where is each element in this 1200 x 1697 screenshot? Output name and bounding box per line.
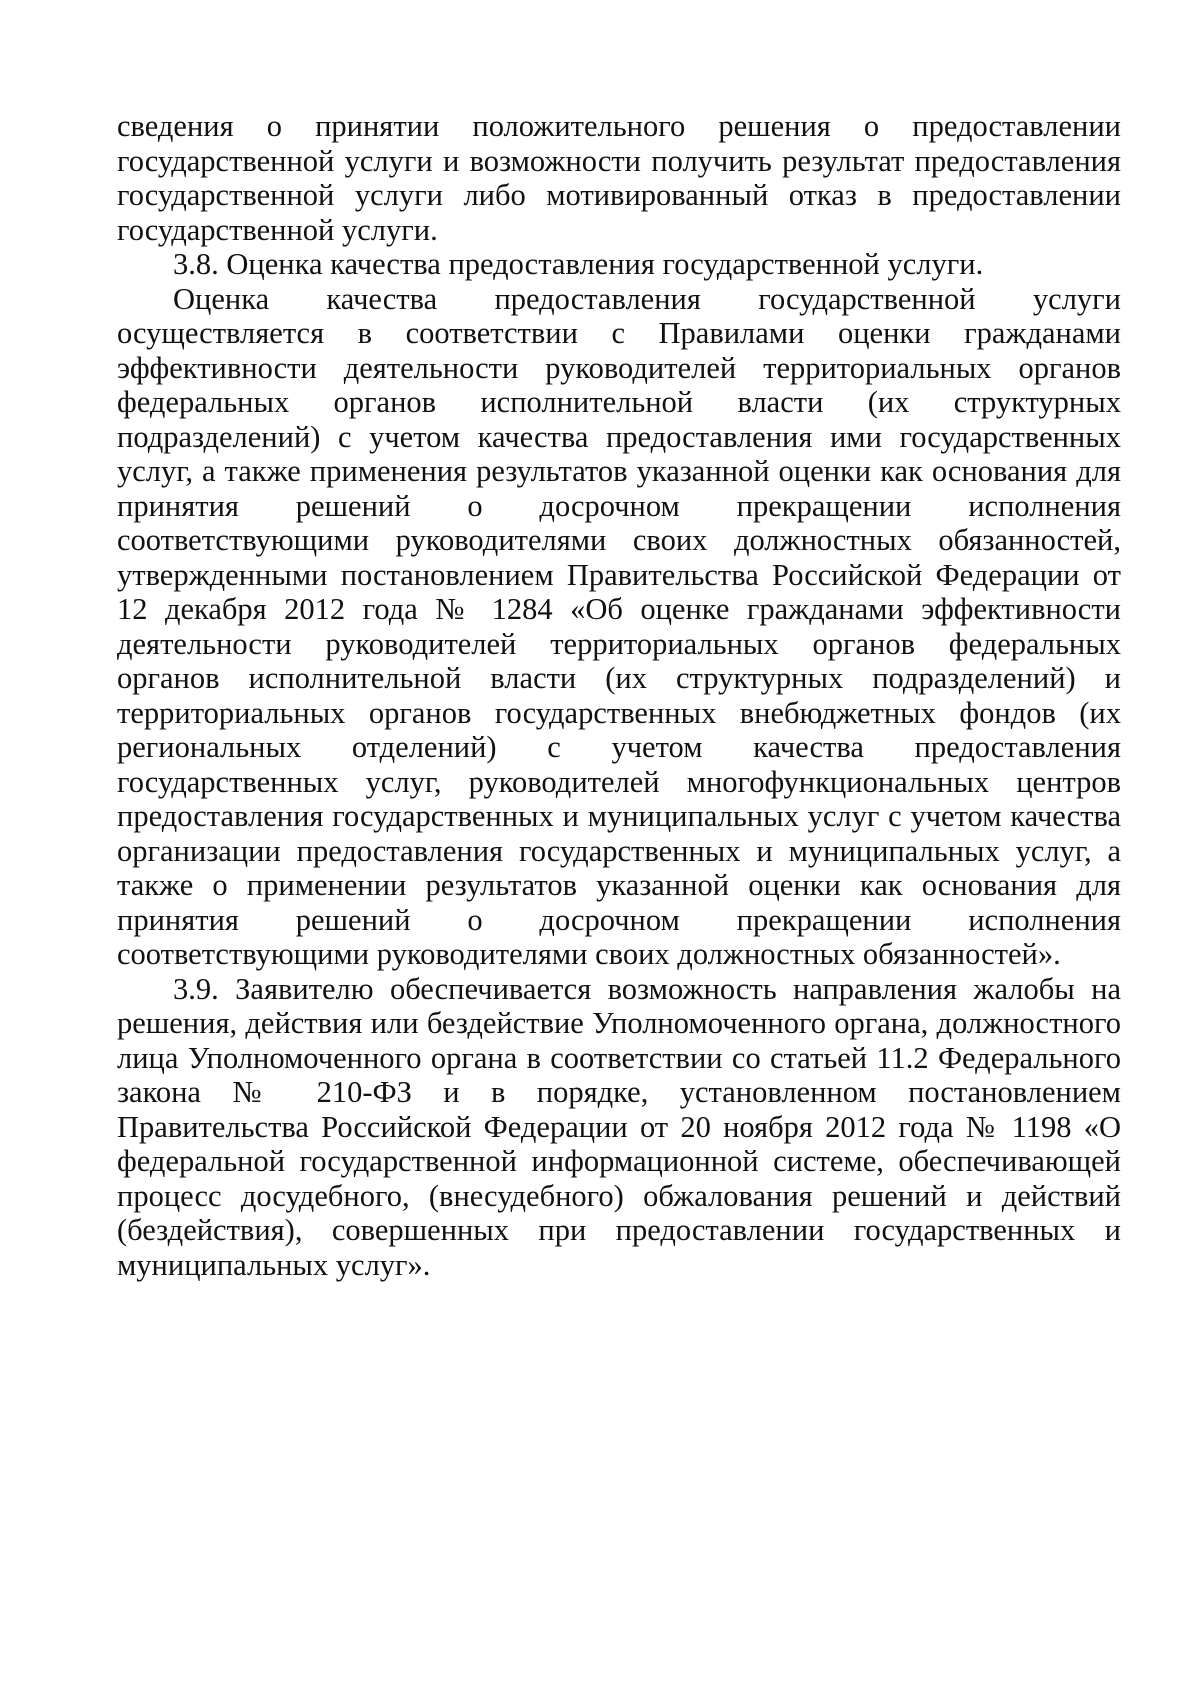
paragraph-quality-assessment: Оценка качества предоставления государственной услуги осуществляется в соответствии с Правилами оценки гражданами эффективности деятельности руководителей территориальных органов федеральных органов исполнительной власти (их структурных подразделений) с учетом качества предоставления ими государственных услуг, а также применения результатов указанной оценки как основания для принятия решений о досрочном прекращении исполнения соответствующими руководителями своих должностных обязанностей, утвержденными постановлением Правительства Российской Федерации от 12 декабря 2012 года № 1284 «Об оценке гражданами эффективности деятельности руководителей территориальных органов федеральных органов исполнительной власти (их структурных подразделений) и территориальных органов государственных внебюджетных фондов (их региональных отделений) с учетом качества предоставления государственных услуг, руководителей многофункциональных центров предоставления государственных и муниципальных услуг с учетом качества организации предоставления государственных и муниципальных услуг, а также о применении результатов указанной оценки как основания для принятия решений о досрочном прекращении исполнения соответствующими руководителями своих должностных обязанностей». [117, 281, 1121, 971]
document-body [117, 109, 1121, 1282]
section-3-8-heading: 3.8. Оценка качества предоставления государственной услуги. [173, 247, 984, 281]
paragraph-continuation: сведения о принятии положительного решения о предоставлении государственной услуги и возможности получить результат предоставления государственной услуги либо мотивированный отказ в предоставлении государственной услуги. [117, 109, 1121, 247]
section-3-9-paragraph: 3.9. Заявителю обеспечивается возможность направления жалобы на решения, действия или бездействие Уполномоченного органа, должностного лица Уполномоченного органа в соответствии со статьей 11.2 Федерального закона № 210-ФЗ и в порядке, установленном постановлением Правительства Российской Федерации от 20 ноября 2012 года № 1198 «О федеральной государственной информационной системе, обеспечивающей процесс досудебного, (внесудебного) обжалования решений и действий (бездействия), совершенных при предоставлении государственных и муниципальных услуг». [117, 971, 1121, 1282]
